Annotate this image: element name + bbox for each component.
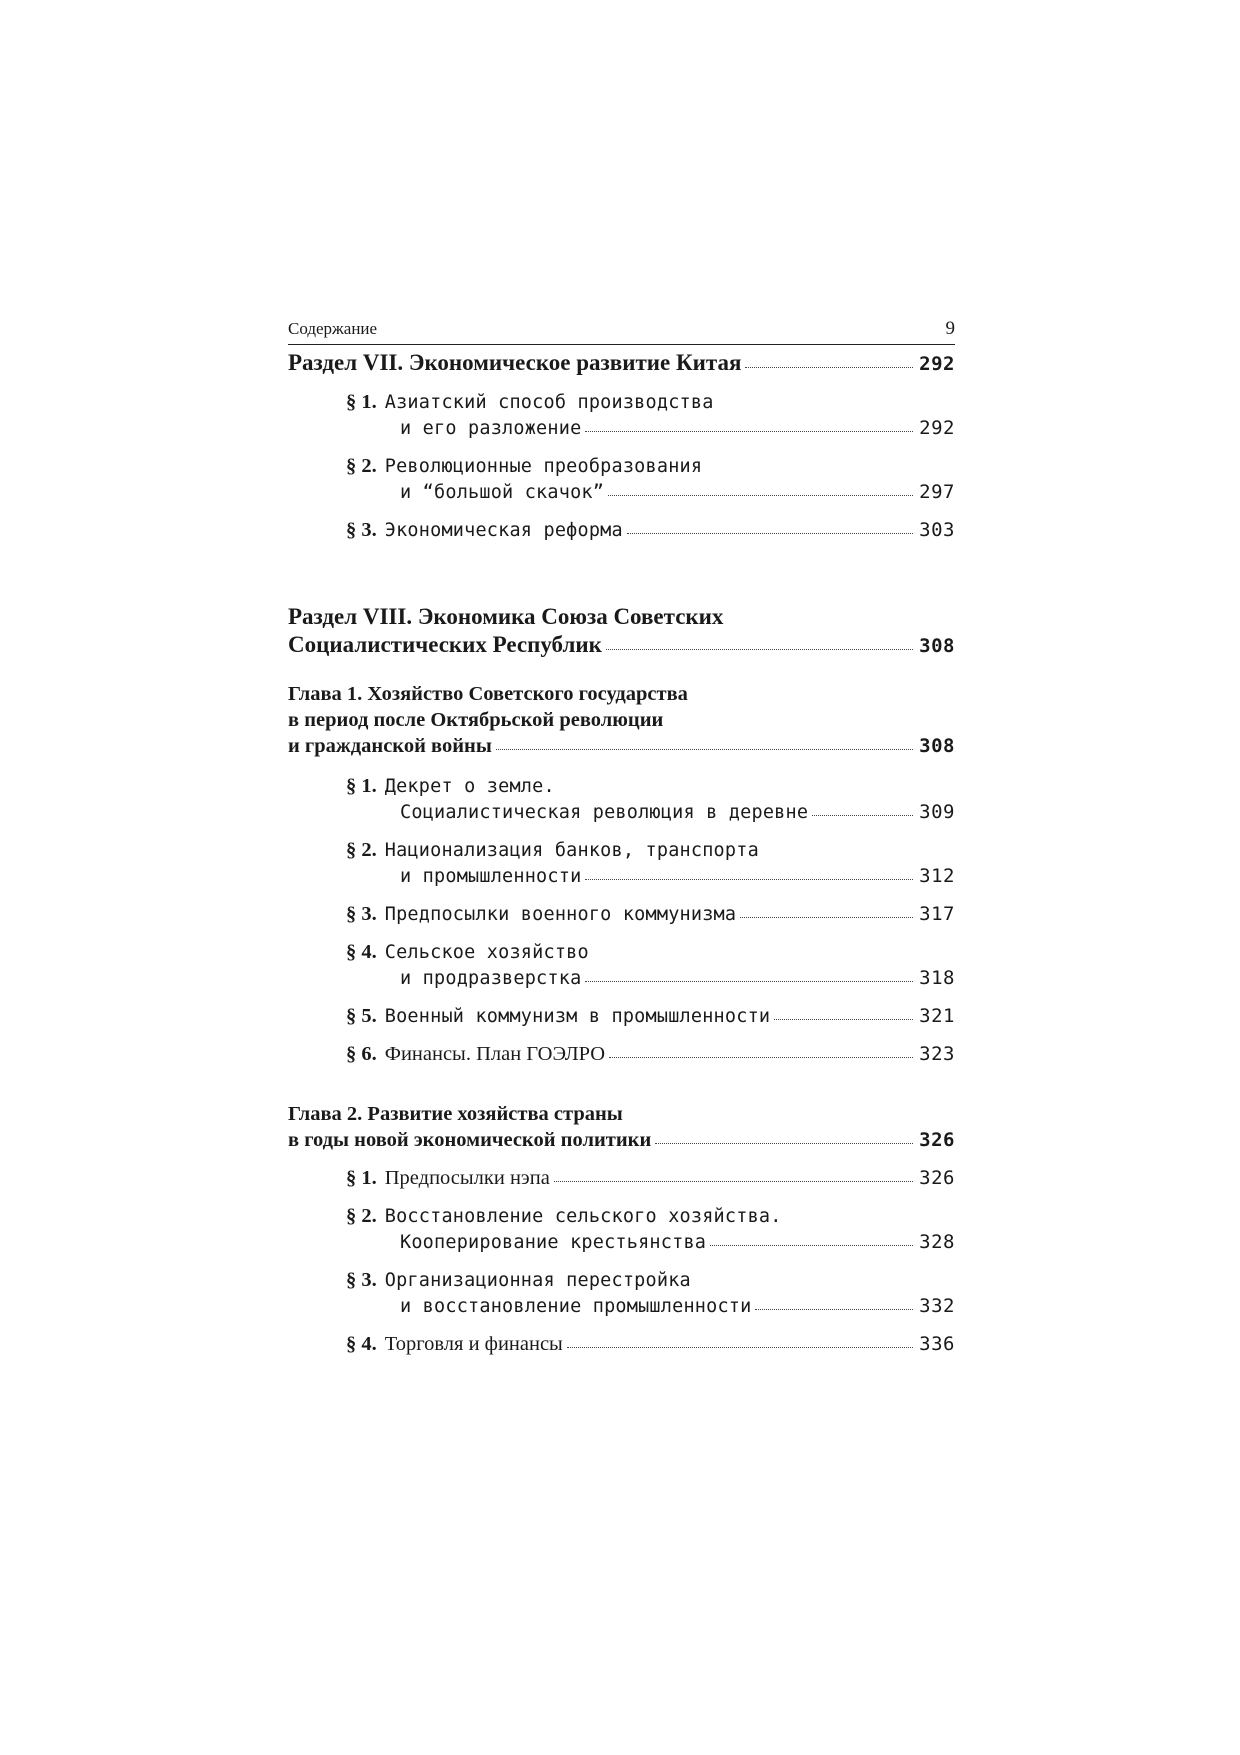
toc-page-ref: 303: [919, 519, 955, 541]
toc-item-ch1-p5[interactable]: [288, 1003, 955, 1029]
toc-item-text: Финансы. План ГОЭЛРО: [384, 1043, 606, 1065]
toc-page-ref: 308: [919, 735, 955, 757]
toc-item-text: Организационная перестройка: [384, 1270, 691, 1291]
toc-item-ch1-p1[interactable]: [288, 773, 955, 825]
toc-item-text: и восстановление промышленности: [400, 1296, 752, 1317]
toc-item-text: Национализация банков, транспорта: [384, 840, 759, 861]
toc-page-ref: 308: [919, 635, 955, 657]
leader-dots: [745, 367, 913, 368]
toc-chapter-title: Глава 1. Хозяйство Советского государства: [288, 683, 688, 705]
paragraph-mark: § 1.: [346, 1167, 377, 1189]
toc-page-ref: 317: [919, 903, 955, 925]
paragraph-mark: § 2.: [346, 455, 377, 477]
leader-dots: [755, 1309, 913, 1310]
toc-chapter-title: в годы новой экономической политики: [288, 1129, 652, 1151]
toc-item-text: и промышленности: [400, 866, 582, 887]
toc-item-text: Предпосылки нэпа: [384, 1167, 550, 1189]
toc-item-text: Декрет о земле.: [384, 776, 555, 797]
leader-dots: [774, 1019, 913, 1020]
leader-dots: [496, 749, 913, 750]
toc-item-text: и его разложение: [400, 418, 582, 439]
toc-item-text: Предпосылки военного коммунизма: [384, 904, 737, 925]
leader-dots: [585, 879, 913, 880]
toc-item-text: и продразверстка: [400, 968, 582, 989]
toc-item-ch2-p2[interactable]: [288, 1203, 955, 1255]
page-number: 9: [945, 318, 955, 339]
toc-item-ch2-p3[interactable]: [288, 1267, 955, 1319]
paragraph-mark: § 4.: [346, 941, 377, 963]
paragraph-mark: § 3.: [346, 519, 377, 541]
toc-page-ref: 312: [919, 865, 955, 887]
toc-item-ch2-p4[interactable]: [288, 1331, 955, 1357]
toc-page-ref: 328: [919, 1231, 955, 1253]
toc-item-ch1-p4[interactable]: [288, 939, 955, 991]
leader-dots: [655, 1143, 913, 1144]
toc-page-ref: 332: [919, 1295, 955, 1317]
toc-page-ref: 336: [919, 1333, 955, 1355]
running-head-title: Содержание: [288, 319, 378, 338]
toc-item-text: Торговля и финансы: [384, 1333, 563, 1355]
toc-page-ref: 309: [919, 801, 955, 823]
toc-page-ref: 297: [919, 481, 955, 503]
toc-page-ref: 326: [919, 1129, 955, 1151]
toc-item-text: и “большой скачок”: [400, 482, 605, 503]
paragraph-mark: § 6.: [346, 1043, 377, 1065]
leader-dots: [554, 1181, 913, 1182]
paragraph-mark: § 2.: [346, 1205, 377, 1227]
paragraph-mark: § 1.: [346, 775, 377, 797]
toc-section-7[interactable]: [288, 349, 955, 377]
toc-item-s7-p2[interactable]: [288, 453, 955, 505]
leader-dots: [608, 495, 913, 496]
toc-page-ref: 326: [919, 1167, 955, 1189]
running-head: [288, 318, 955, 345]
toc-section-8[interactable]: [288, 603, 955, 659]
toc-chapter-1[interactable]: [288, 681, 955, 759]
toc-item-s7-p1[interactable]: [288, 389, 955, 441]
toc-page-ref: 292: [919, 417, 955, 439]
toc-item-text: Сельское хозяйство: [384, 942, 589, 963]
leader-dots: [567, 1347, 913, 1348]
toc-item-text: Кооперирование крестьянства: [400, 1232, 707, 1253]
toc-item-text: Экономическая реформа: [384, 520, 623, 541]
toc-item-s7-p3[interactable]: [288, 517, 955, 543]
toc-chapter-title: Глава 2. Развитие хозяйства страны: [288, 1103, 623, 1125]
toc-chapter-title: и гражданской войны: [288, 735, 492, 757]
paragraph-mark: § 4.: [346, 1333, 377, 1355]
toc-item-ch1-p6[interactable]: [288, 1041, 955, 1067]
toc-item-ch2-p1[interactable]: [288, 1165, 955, 1191]
leader-dots: [627, 533, 913, 534]
toc-chapter-title: в период после Октябрьской революции: [288, 709, 664, 731]
paragraph-mark: § 1.: [346, 391, 377, 413]
toc-item-ch1-p2[interactable]: [288, 837, 955, 889]
paragraph-mark: § 2.: [346, 839, 377, 861]
toc-page-ref: 292: [919, 353, 955, 375]
toc-item-text: Социалистическая революция в деревне: [400, 802, 809, 823]
leader-dots: [740, 917, 913, 918]
toc-section-title: Социалистических Республик: [288, 632, 602, 657]
paragraph-mark: § 5.: [346, 1005, 377, 1027]
toc-page-ref: 318: [919, 967, 955, 989]
leader-dots: [609, 1057, 913, 1058]
leader-dots: [812, 815, 913, 816]
toc-item-text: Азиатский способ производства: [384, 392, 714, 413]
leader-dots: [606, 649, 913, 650]
toc-item-text: Революционные преобразования: [384, 456, 703, 477]
leader-dots: [710, 1245, 913, 1246]
toc-page: [288, 318, 955, 1357]
paragraph-mark: § 3.: [346, 1269, 377, 1291]
toc-item-text: Военный коммунизм в промышленности: [384, 1006, 771, 1027]
paragraph-mark: § 3.: [346, 903, 377, 925]
toc-page-ref: 321: [919, 1005, 955, 1027]
toc-section-title: Раздел VIII. Экономика Союза Советских: [288, 604, 724, 629]
toc-chapter-2[interactable]: [288, 1101, 955, 1153]
leader-dots: [585, 981, 913, 982]
toc-item-text: Восстановление сельского хозяйства.: [384, 1206, 782, 1227]
toc-page-ref: 323: [919, 1043, 955, 1065]
toc-item-ch1-p3[interactable]: [288, 901, 955, 927]
leader-dots: [585, 431, 913, 432]
toc-section-title: Раздел VII. Экономическое развитие Китая: [288, 350, 742, 375]
